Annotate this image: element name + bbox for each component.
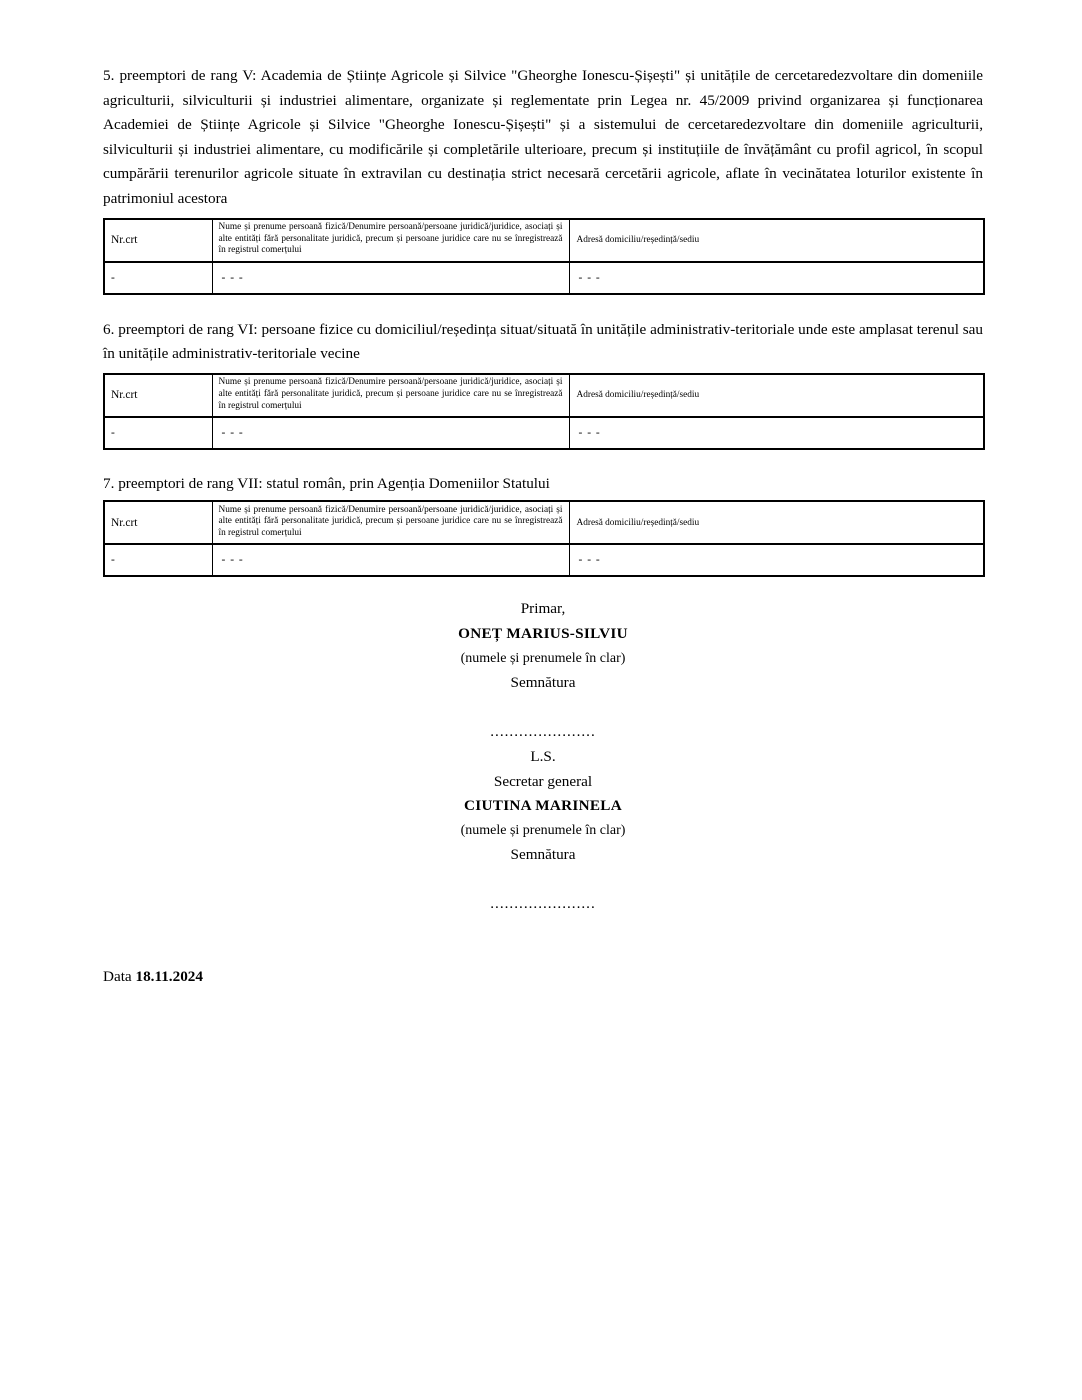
primar-signature-label: Semnătura <box>510 674 576 692</box>
cell-nume-prenume: - - - <box>212 417 569 449</box>
header-nume-prenume: Nume și prenume persoană fizică/Denumire persoană/persoane juridică/juridice, asociați și alte entități fără personalitate juridică, precum și persoane juridice care nu se înregistrează în registrul comerțului <box>212 501 569 544</box>
cell-nr-crt: - <box>104 417 212 449</box>
preemptor-table-rang-5 <box>103 218 985 295</box>
header-nr-crt: Nr.crt <box>104 374 212 417</box>
header-adresa: Adresă domiciliu/reședință/sediu <box>569 219 984 262</box>
cell-nr-crt: - <box>104 262 212 294</box>
date-value: 18.11.2024 <box>135 968 203 986</box>
secretar-title: Secretar general <box>493 772 593 790</box>
header-adresa: Adresă domiciliu/reședință/sediu <box>569 501 984 544</box>
header-nume-prenume: Nume și prenume persoană fizică/Denumire persoană/persoane juridică/juridice, asociați și alte entități fără personalitate juridică, precum și persoane juridice care nu se înregistrează în registrul comerțului <box>212 374 569 417</box>
table-header-row <box>104 219 984 262</box>
cell-nume-prenume: - - - <box>212 544 569 576</box>
signature-block <box>103 597 983 917</box>
cell-nume-prenume: - - - <box>212 262 569 294</box>
primar-name-note: (numele și prenumele în clar) <box>460 650 626 666</box>
preemptor-table-rang-6 <box>103 373 985 450</box>
header-nume-prenume: Nume și prenume persoană fizică/Denumire persoană/persoane juridică/juridice, asociați și alte entități fără personalitate juridică, precum și persoane juridice care nu se înregistrează în registrul comerțului <box>212 219 569 262</box>
section-7-paragraph: 7. preemptori de rang VII: statul român, prin Agenția Domeniilor Statului <box>103 474 550 492</box>
table-header-row <box>104 374 984 417</box>
header-nr-crt: Nr.crt <box>104 501 212 544</box>
cell-adresa: - - - <box>569 417 984 449</box>
table-row <box>104 262 984 294</box>
header-nr-crt: Nr.crt <box>104 219 212 262</box>
section-5-paragraph: 5. preemptori de rang V: Academia de Științe Agricole și Silvice "Gheorghe Ionescu-Șișești" și unitățile de cercetaredezvoltare din domeniile agriculturii, silviculturii și industriei alimentare, organizate și reglementate prin Legea nr. 45/2009 privind organizarea și funcționarea Academiei de Științe Agricole și Silvice "Gheorghe Ionescu-Șișești" și a sistemului de cercetaredezvoltare din domeniile agriculturii, silviculturii și industriei alimentare, cu modificările și completările ulterioare, precum și instituțiile de învățământ cu profil agricol, în scopul cumpărării terenurilor agricole situate în extravilan cu destinația strict necesară cercetării agricole, aflate în vecinătatea loturilor existente în patrimoniul acestora <box>103 67 983 207</box>
date-line <box>103 965 983 990</box>
primar-title: Primar, <box>520 600 566 618</box>
table-header-row <box>104 501 984 544</box>
table-row <box>104 544 984 576</box>
cell-nr-crt: - <box>104 544 212 576</box>
secretar-name-note: (numele și prenumele în clar) <box>460 822 626 838</box>
secretar-signature-dotted-line: ...................... <box>490 895 596 913</box>
secretar-signature-label: Semnătura <box>510 846 576 864</box>
header-adresa: Adresă domiciliu/reședință/sediu <box>569 374 984 417</box>
table-row <box>104 417 984 449</box>
spacer <box>103 696 983 721</box>
ls-label: L.S. <box>530 747 556 765</box>
primar-signature-dotted-line: ...................... <box>490 723 596 741</box>
cell-adresa: - - - <box>569 544 984 576</box>
primar-name: ONEȚ MARIUS-SILVIU <box>458 624 628 642</box>
spacer <box>103 868 983 893</box>
date-label: Data <box>103 968 132 986</box>
section-6-paragraph: 6. preemptori de rang VI: persoane fizice cu domiciliul/reședința situat/situată în unitățile administrativ-teritoriale unde este amplasat terenul sau în unitățile administrativ-teritoriale vecine <box>103 320 983 363</box>
secretar-name: CIUTINA MARINELA <box>464 797 622 815</box>
cell-adresa: - - - <box>569 262 984 294</box>
preemptor-table-rang-7 <box>103 500 985 577</box>
